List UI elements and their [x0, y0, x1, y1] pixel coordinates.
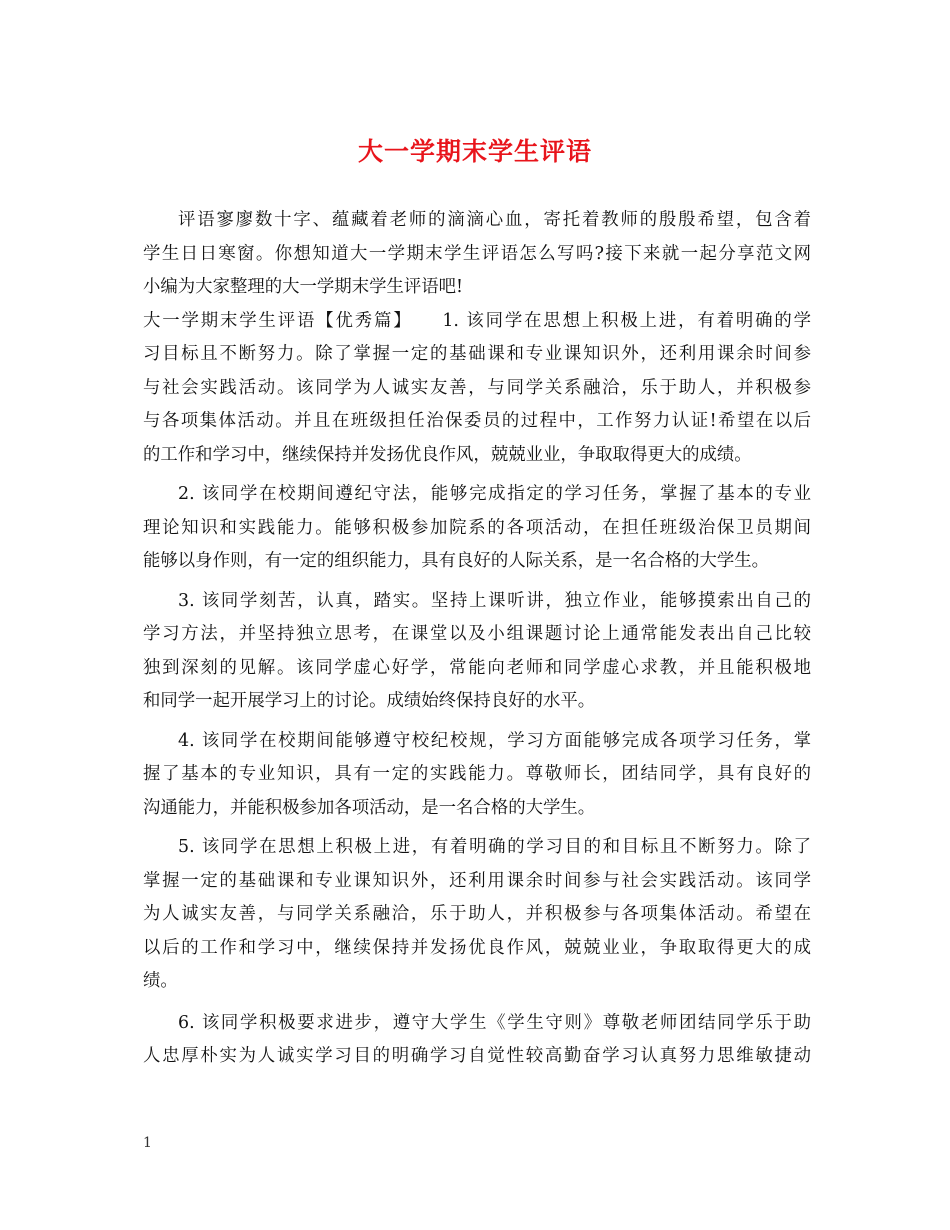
text-line: 3. 该同学刻苦，认真，踏实。坚持上课听讲，独立作业，能够摸索出自己的 [178, 590, 811, 611]
text-line: 握了基本的专业知识，具有一定的实践能力。尊敬师长，团结同学，具有良好的 [143, 764, 811, 784]
document-body [143, 204, 811, 1074]
text-line: 与各项集体活动。并且在班级担任治保委员的过程中，工作努力认证!希望在以后 [143, 411, 811, 431]
text-line: 5. 该同学在思想上积极上进，有着明确的学习目的和目标且不断努力。除了 [178, 837, 811, 857]
text-line: 独到深刻的见解。该同学虚心好学，常能向老师和同学虚心求教，并且能积极地 [143, 657, 811, 678]
text-line: 评语寥廖数十字、蕴藏着老师的滴滴心血，寄托着教师的殷殷希望，包含着 [178, 210, 811, 230]
text-line: 6. 该同学积极要求进步，遵守大学生《学生守则》尊敬老师团结同学乐于助 [178, 1012, 811, 1033]
text-line: 能够以身作则，有一定的组织能力，具有良好的人际关系，是一名合格的大学生。 [143, 551, 770, 571]
text-line: 以后的工作和学习中，继续保持并发扬优良作风，兢兢业业，争取取得更大的成 [143, 937, 811, 958]
text-line: 理论知识和实践能力。能够积极参加院系的各项活动，在担任班级治保卫员期间 [143, 517, 811, 538]
text-line: 小编为大家整理的大一学期末学生评语吧! [143, 277, 464, 297]
page-number: 1 [143, 1135, 152, 1151]
text-line: 人忠厚朴实为人诚实学习目的明确学习自觉性较高勤奋学习认真努力思维敏捷动 [143, 1046, 811, 1066]
text-line: 为人诚实友善，与同学关系融洽，乐于助人，并积极参与各项集体活动。希望在 [143, 904, 811, 924]
text-line: 绩。 [143, 971, 178, 991]
text-line: 习目标且不断努力。除了掌握一定的基础课和专业课知识外，还利用课余时间参 [143, 344, 811, 364]
text-line: 学习方法，并坚持独立思考，在课堂以及小组课题讨论上通常能发表出自己比较 [143, 624, 811, 644]
text-line: 2. 该同学在校期间遵纪守法，能够完成指定的学习任务，掌握了基本的专业 [178, 484, 811, 504]
text-line: 的工作和学习中，继续保持并发扬优良作风，兢兢业业，争取取得更大的成绩。 [143, 444, 752, 465]
text-line: 和同学一起开展学习上的讨论。成绩始终保持良好的水平。 [143, 691, 596, 711]
text-line: 掌握一定的基础课和专业课知识外，还利用课余时间参与社会实践活动。该同学 [143, 870, 811, 891]
document-title: 大一学期末学生评语 [357, 137, 592, 166]
text-line: 与社会实践活动。该同学为人诚实友善，与同学关系融洽，乐于助人，并积极参 [143, 377, 811, 398]
text-line: 大一学期末学生评语【优秀篇】 1. 该同学在思想上积极上进，有着明确的学 [143, 310, 811, 331]
text-line: 4. 该同学在校期间能够遵守校纪校规，学习方面能够完成各项学习任务，掌 [178, 730, 811, 751]
text-line: 沟通能力，并能积极参加各项活动，是一名合格的大学生。 [143, 797, 596, 818]
text-line: 学生日日寒窗。你想知道大一学期末学生评语怎么写吗?接下来就一起分享范文网 [143, 243, 811, 264]
